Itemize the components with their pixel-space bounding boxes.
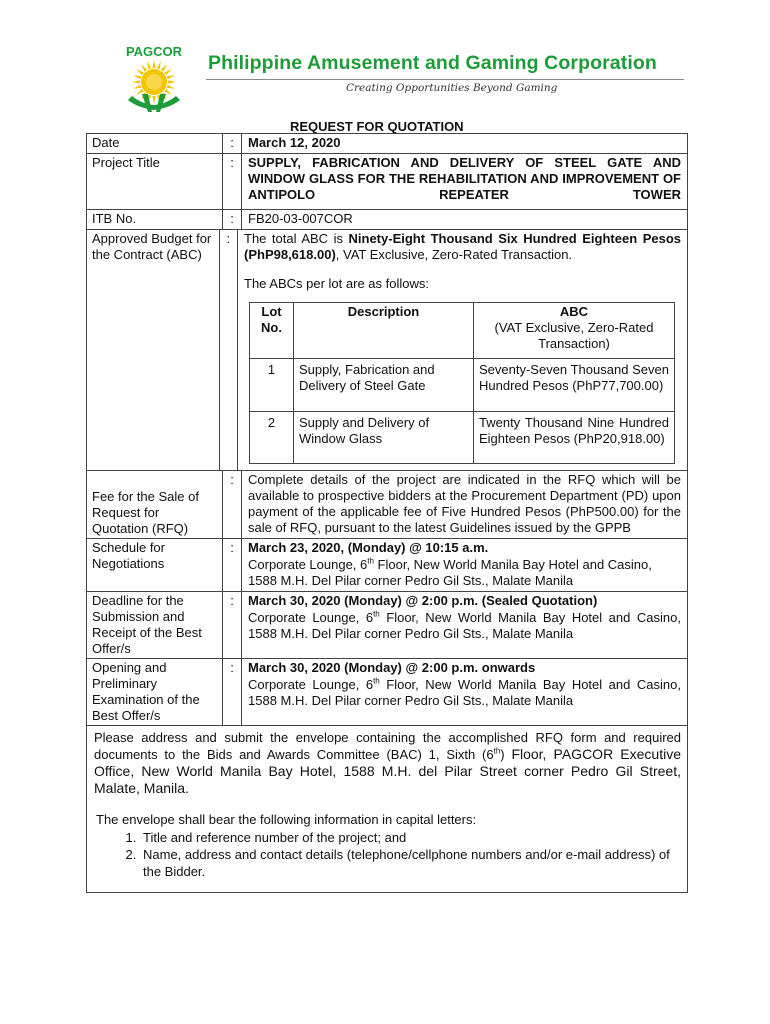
row-schedule-negotiations (87, 538, 687, 591)
abc-value (238, 230, 687, 470)
itb-label: ITB No. (92, 211, 137, 226)
list-item: 2. Name, address and contact details (telephone/cellphone numbers and/or e-mail address) of the Bidder. (140, 846, 681, 880)
date-value: March 12, 2020 (248, 135, 341, 150)
lot-description: Supply and Delivery of Window Glass (294, 412, 474, 464)
row-opening-examination (87, 658, 687, 725)
row-itb-number (87, 209, 687, 229)
header-rule (206, 79, 684, 80)
schedule-when: March 23, 2020, (Monday) @ 10:15 a.m. (248, 540, 489, 555)
project-title-label: Project Title (92, 155, 160, 170)
lot-description: Supply, Fabrication and Delivery of Steel Gate (294, 359, 474, 412)
row-submission-deadline (87, 591, 687, 658)
svg-text:PAGCOR: PAGCOR (125, 44, 183, 59)
table-row (250, 412, 675, 464)
document-title: REQUEST FOR QUOTATION (290, 119, 464, 134)
fee-text: Complete details of the project are indicated in the RFQ which will be available to prospective bidders at the Procurement Department (PD) upon payment of the applicable fee of Five Hundred Pesos (PhP500.00) for the sale of RFQ, pursuant to the latest Guidelines issued by the GPPB (248, 472, 681, 535)
submission-address: Please address and submit the envelope containing the accomplished RFQ form and required documents to the Bids and Awards Committee (BAC) 1, Sixth (6th) Floor, PAGCOR Executive Office, New World Manila Bay Hotel, 1588 M.H. del Pilar Street corner Pedro Gil Street, Malate, Manila. (94, 730, 681, 796)
lot-abc: Twenty Thousand Nine Hundred Eighteen Pesos (PhP20,918.00) (474, 412, 675, 464)
abc-label: Approved Budget for the Contract (ABC) (92, 231, 212, 262)
deadline-value (242, 592, 687, 658)
row-date (87, 134, 687, 153)
organization-name: Philippine Amusement and Gaming Corporation (208, 52, 657, 74)
separator: : (222, 154, 242, 209)
deadline-when: March 30, 2020 (Monday) @ 2:00 p.m. (Sealed Quotation) (248, 593, 598, 608)
abc-lots-table (249, 302, 675, 464)
separator: : (222, 539, 242, 591)
separator: : (222, 210, 242, 229)
schedule-where: Corporate Lounge, 6th Floor, New World Manila Bay Hotel and Casino, 1588 M.H. Del Pilar corner Pedro Gil Sts., Malate Manila (248, 556, 652, 588)
envelope-requirements-list (140, 829, 681, 880)
organization-tagline: Creating Opportunities Beyond Gaming (346, 82, 558, 94)
envelope-intro: The envelope shall bear the following information in capital letters: (96, 812, 477, 827)
fee-label: Fee for the Sale of Request for Quotation (RFQ) (92, 489, 199, 536)
itb-value: FB20-03-007COR (248, 211, 353, 226)
separator: : (219, 230, 239, 470)
lot-abc: Seventy-Seven Thousand Seven Hundred Pesos (PhP77,700.00) (474, 359, 675, 412)
pagcor-logo (108, 42, 200, 114)
abc-table-header (250, 303, 675, 359)
separator: : (222, 134, 242, 153)
row-approved-budget (87, 229, 687, 470)
separator: : (222, 659, 242, 725)
abc-header: ABC (VAT Exclusive, Zero-Rated Transaction) (474, 303, 675, 359)
description-header: Description (294, 303, 474, 359)
opening-value (242, 659, 687, 725)
deadline-label: Deadline for the Submission and Receipt of the Best Offer/s (92, 593, 202, 656)
project-title-text: SUPPLY, FABRICATION AND DELIVERY OF STEEL GATE AND WINDOW GLASS FOR THE REHABILITATION AND IMPROVEMENT OF ANTIPOLO REPEATER TOWER (248, 155, 681, 202)
abc-lots-intro: The ABCs per lot are as follows: (244, 276, 429, 291)
row-rfq-fee (87, 470, 687, 538)
separator: : (222, 592, 242, 658)
opening-when: March 30, 2020 (Monday) @ 2:00 p.m. onwards (248, 660, 536, 675)
rfq-table (86, 133, 688, 893)
lot-number: 2 (250, 412, 294, 464)
submission-instructions (87, 725, 687, 892)
row-project-title (87, 153, 687, 209)
project-title-value (242, 154, 687, 209)
letterhead (108, 42, 688, 114)
opening-where: Corporate Lounge, 6th Floor, New World Manila Bay Hotel and Casino, 1588 M.H. Del Pilar corner Pedro Gil Sts., Malate Manila (248, 676, 681, 708)
deadline-where: Corporate Lounge, 6th Floor, New World Manila Bay Hotel and Casino, 1588 M.H. Del Pilar corner Pedro Gil Sts., Malate Manila (248, 609, 681, 641)
list-item: 1. Title and reference number of the project; and (140, 829, 681, 846)
table-row (250, 359, 675, 412)
date-label: Date (92, 135, 120, 150)
schedule-value (242, 539, 687, 591)
fee-value (242, 471, 687, 538)
separator: : (222, 471, 242, 538)
lot-number: 1 (250, 359, 294, 412)
schedule-label: Schedule for Negotiations (92, 540, 165, 571)
opening-label: Opening and Preliminary Examination of the Best Offer/s (92, 660, 200, 723)
abc-total-text: The total ABC is Ninety-Eight Thousand Six Hundred Eighteen Pesos (PhP98,618.00), VAT Exclusive, Zero-Rated Transaction. (244, 231, 681, 262)
lot-header: Lot No. (250, 303, 294, 359)
